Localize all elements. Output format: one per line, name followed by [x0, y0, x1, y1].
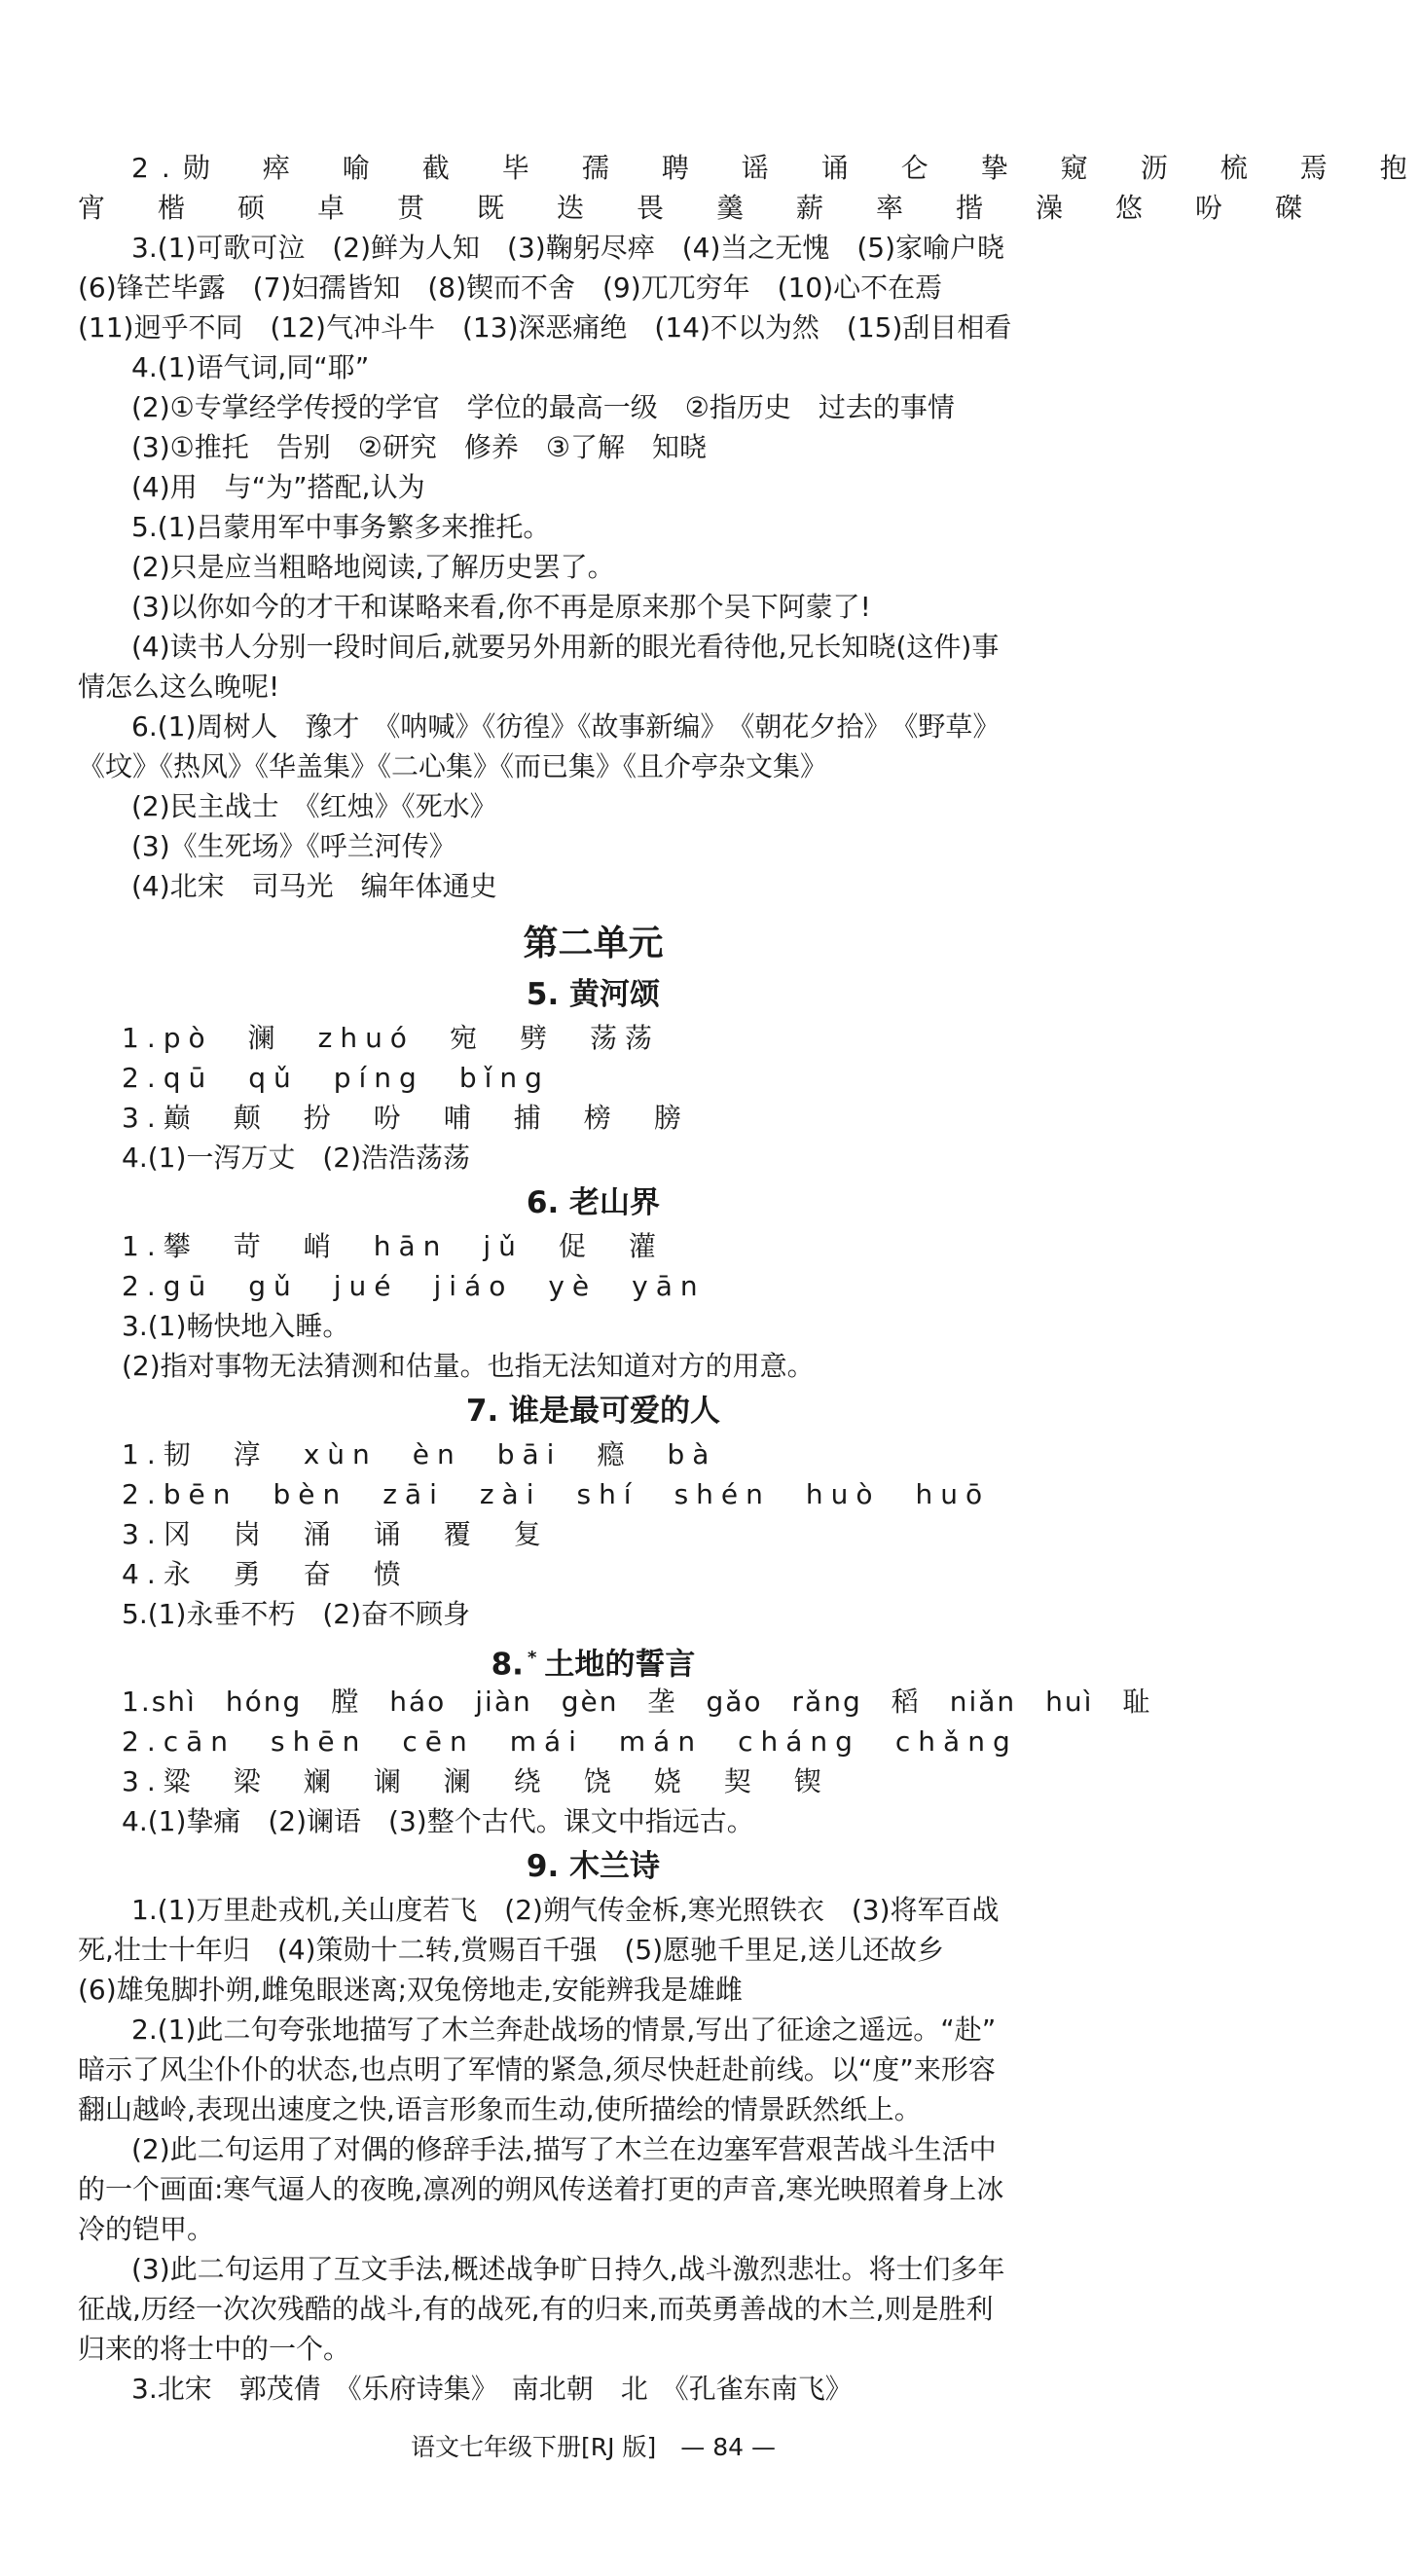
answer-line: 4.永 勇 奋 愤	[122, 1558, 409, 1590]
answer-line: 2.qū qǔ píng bǐng	[122, 1062, 550, 1094]
answer-line: (3)此二句运用了互文手法,概述战争旷日持久,战斗激烈悲壮。将士们多年	[131, 2253, 1005, 2285]
answer-line: 2.gū gǔ jué jiáo yè yān	[122, 1270, 706, 1302]
answer-line: 冷的铠甲。	[78, 2213, 215, 2245]
answer-line: (4)用 与“为”搭配,认为	[131, 471, 425, 503]
answer-line: (2)①专掌经学传授的学官 学位的最高一级 ②指历史 过去的事情	[131, 391, 955, 423]
answer-line: 3.北宋 郭茂倩 《乐府诗集》 南北朝 北 《孔雀东南飞》	[131, 2373, 853, 2405]
answer-line: 3.(1)可歌可泣 (2)鲜为人知 (3)鞠躬尽瘁 (4)当之无愧 (5)家喻户晓	[131, 232, 1005, 264]
answer-line: 征战,历经一次次残酷的战斗,有的战死,有的归来,而英勇善战的木兰,则是胜利	[78, 2293, 994, 2325]
answer-line: 3.巅 颠 扮 吩 哺 捕 榜 膀	[122, 1102, 689, 1134]
answer-line: 1.攀 苛 峭 hān jǔ 促 灌	[122, 1230, 664, 1262]
answer-line: 2.cān shēn cēn mái mán cháng chǎng	[122, 1725, 1018, 1758]
answer-line: (6)雄兔脚扑朔,雌兔眼迷离;双兔傍地走,安能辨我是雄雌	[78, 1974, 743, 2006]
answer-line: 6.(1)周树人 豫才 《呐喊》《彷徨》《故事新编》 《朝花夕拾》 《野草》	[131, 710, 1001, 743]
answer-line: 3.(1)畅快地入睡。	[122, 1310, 350, 1342]
answer-line: 4.(1)一泻万丈 (2)浩浩荡荡	[122, 1142, 471, 1174]
answer-line: 4.(1)语气词,同“耶”	[131, 351, 370, 383]
answer-line: 翻山越岭,表现出速度之快,语言形象而生动,使所描绘的情景跃然纸上。	[78, 2093, 922, 2125]
answer-line: 2.bēn bèn zāi zài shí shén huò huō	[122, 1478, 991, 1510]
answer-line: 3.粱 梁 斓 谰 澜 绕 饶 娆 契 锲	[122, 1765, 829, 1797]
answer-line: 情怎么这么晚呢!	[78, 671, 280, 703]
answer-line: (4)读书人分别一段时间后,就要另外用新的眼光看待他,兄长知晓(这件)事	[131, 631, 1000, 663]
answer-line: 1.shì hóng 膛 háo jiàn gèn 垄 gǎo rǎng 稻 niǎn huì 耻	[122, 1686, 1152, 1718]
answer-line: 1.韧 淳 xùn èn bāi 瘾 bà	[122, 1438, 717, 1470]
starred-lesson-mark: *	[527, 1648, 537, 1668]
answer-line: 5.(1)永垂不朽 (2)奋不顾身	[122, 1598, 471, 1630]
answer-line: 1.(1)万里赴戎机,关山度若飞 (2)朔气传金柝,寒光照铁衣 (3)将军百战	[131, 1894, 1000, 1926]
lesson-title: 9. 木兰诗	[526, 1849, 661, 1884]
lesson-title: 6. 老山界	[526, 1185, 661, 1220]
lesson-number: 8.	[491, 1647, 524, 1683]
answer-line: 暗示了风尘仆仆的状态,也点明了军情的紧急,须尽快赶赴前线。以“度”来形容	[78, 2053, 996, 2086]
answer-line: (3)《生死场》《呼兰河传》	[131, 830, 456, 862]
answer-line: 2.勋 瘁 喻 截 毕 孺 聘 谣 诵 仑 挚 窥 沥 梳 焉 抱	[131, 152, 1420, 184]
page-footer: 语文七年级下册[RJ 版] — 84 —	[411, 2433, 776, 2461]
answer-line: (3)①推托 告别 ②研究 修养 ③了解 知晓	[131, 431, 707, 463]
answer-line: 的一个画面:寒气逼人的夜晚,凛冽的朔风传送着打更的声音,寒光映照着身上冰	[78, 2173, 1004, 2205]
answer-line: 3.冈 岗 涌 诵 覆 复	[122, 1518, 549, 1550]
lesson-title: 7. 谁是最可爱的人	[465, 1394, 721, 1429]
answer-line: 《坟》《热风》《华盖集》《二心集》《而已集》《且介亭杂文集》	[78, 750, 828, 782]
answer-line: (2)指对事物无法猜测和估量。也指无法知道对方的用意。	[122, 1350, 815, 1382]
answer-line: (2)民主战士 《红烛》《死水》	[131, 790, 497, 822]
answer-line: (6)锋芒毕露 (7)妇孺皆知 (8)锲而不舍 (9)兀兀穷年 (10)心不在焉	[78, 272, 943, 304]
lesson-name: 土地的誓言	[544, 1647, 696, 1683]
answer-line: (3)以你如今的才干和谋略来看,你不再是原来那个吴下阿蒙了!	[131, 591, 871, 623]
answer-line: (2)此二句运用了对偶的修辞手法,描写了木兰在边塞军营艰苦战斗生活中	[131, 2133, 997, 2165]
answer-line: 1.pò 澜 zhuó 宛 劈 荡荡	[122, 1022, 660, 1054]
answer-line: 5.(1)吕蒙用军中事务繁多来推托。	[131, 511, 551, 543]
answer-line: 宵 楷 硕 卓 贯 既 迭 畏 羹 薪 率 揩 澡 悠 吩 磔	[78, 192, 1316, 224]
answer-line: (4)北宋 司马光 编年体通史	[131, 870, 497, 902]
answer-line: 死,壮士十年归 (4)策勋十二转,赏赐百千强 (5)愿驰千里足,送儿还故乡	[78, 1934, 945, 1966]
unit-heading: 第二单元	[523, 924, 664, 963]
lesson-title: 5. 黄河颂	[526, 977, 661, 1012]
answer-line: 2.(1)此二句夸张地描写了木兰奔赴战场的情景,写出了征途之遥远。“赴”	[131, 2014, 997, 2046]
answer-line: 4.(1)挚痛 (2)谰语 (3)整个古代。课文中指远古。	[122, 1805, 754, 1837]
answer-line: 归来的将士中的一个。	[78, 2333, 351, 2365]
lesson-title	[0, 1637, 1186, 1686]
answer-line: (11)迥乎不同 (12)气冲斗牛 (13)深恶痛绝 (14)不以为然 (15)刮目相看	[78, 311, 1012, 344]
answer-line: (2)只是应当粗略地阅读,了解历史罢了。	[131, 551, 615, 583]
